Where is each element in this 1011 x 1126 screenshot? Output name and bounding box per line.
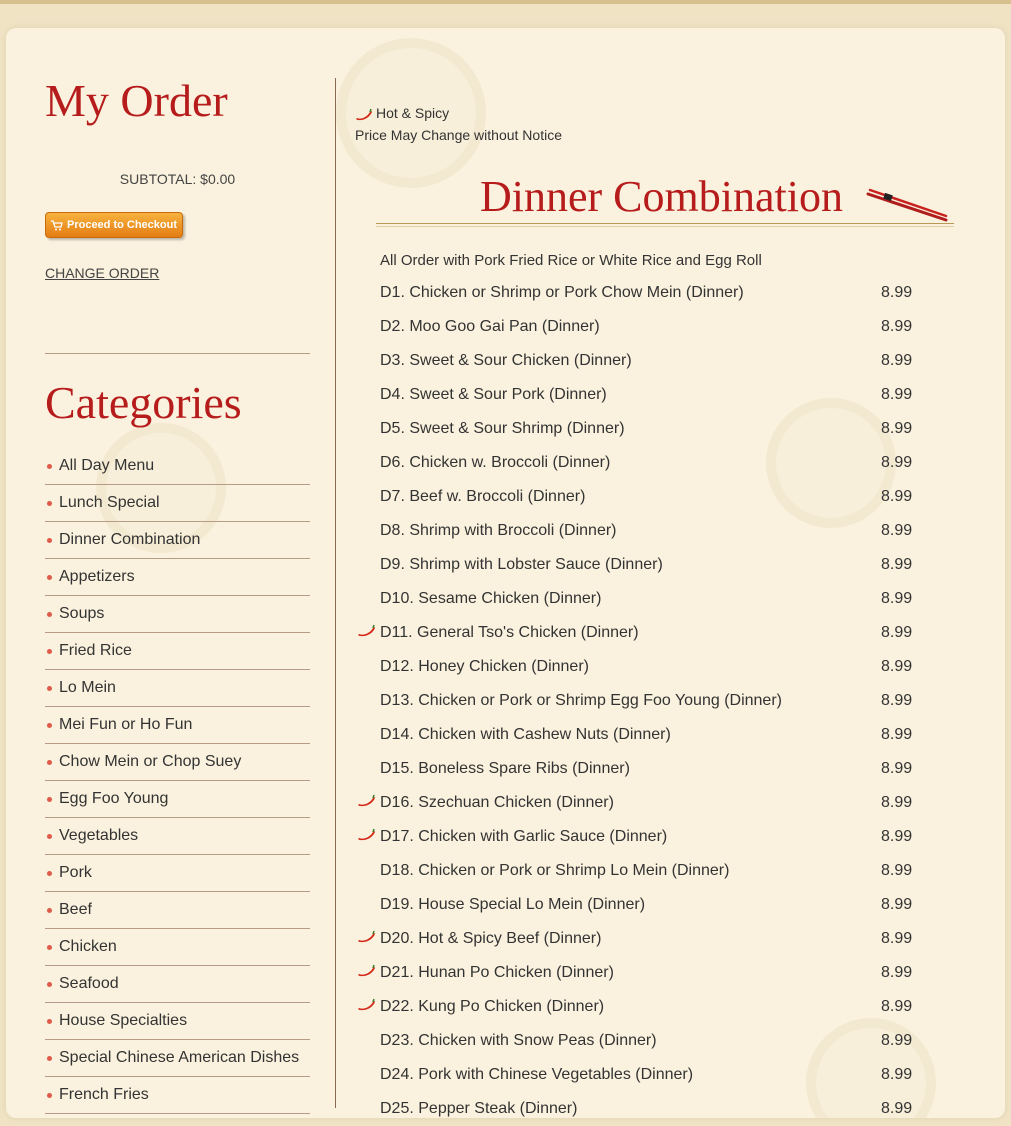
column-divider <box>335 78 336 1108</box>
bullet-icon <box>47 945 52 950</box>
category-item[interactable] <box>45 559 310 596</box>
title-underline <box>376 226 954 227</box>
category-label: Fried Rice <box>59 642 132 659</box>
menu-item-name: D9. Shrimp with Lobster Sauce (Dinner) <box>380 556 663 573</box>
menu-item-price: 8.99 <box>881 964 913 981</box>
top-band <box>0 0 1011 4</box>
bullet-icon <box>47 1056 52 1061</box>
menu-item-price: 8.99 <box>881 692 913 709</box>
category-item[interactable] <box>45 892 310 929</box>
menu-item-price: 8.99 <box>881 1066 913 1083</box>
menu-item-price: 8.99 <box>881 624 913 641</box>
category-label: Appetizers <box>59 568 135 585</box>
category-item[interactable] <box>45 707 310 744</box>
menu-item[interactable] <box>355 378 955 412</box>
chili-pepper-icon <box>357 963 377 979</box>
bullet-icon <box>47 982 52 987</box>
bullet-icon <box>47 538 52 543</box>
menu-item-price: 8.99 <box>881 862 913 879</box>
menu-item[interactable] <box>355 412 955 446</box>
category-label: Vegetables <box>59 827 139 844</box>
category-item[interactable] <box>45 1077 310 1114</box>
menu-item-name: D18. Chicken or Pork or Shrimp Lo Mein (Dinner) <box>380 862 730 879</box>
subtotal: SUBTOTAL: $0.00 <box>119 171 236 187</box>
category-label: Soups <box>59 605 105 622</box>
menu-item-price: 8.99 <box>881 318 913 335</box>
menu-item-name: D6. Chicken w. Broccoli (Dinner) <box>380 454 611 471</box>
category-label: Dinner Combination <box>59 531 201 548</box>
menu-item[interactable] <box>355 548 955 582</box>
menu-item-name: D3. Sweet & Sour Chicken (Dinner) <box>380 352 632 369</box>
title-underline <box>376 223 954 224</box>
menu-item[interactable] <box>355 276 955 310</box>
category-label: Pork <box>59 864 92 881</box>
bullet-icon <box>47 575 52 580</box>
category-item[interactable] <box>45 744 310 781</box>
chili-pepper-icon <box>357 623 377 639</box>
menu-item-price: 8.99 <box>881 522 913 539</box>
chili-pepper-icon <box>357 793 377 809</box>
menu-item[interactable] <box>355 446 955 480</box>
menu-item-name: D22. Kung Po Chicken (Dinner) <box>380 998 605 1015</box>
menu-item-name: D17. Chicken with Garlic Sauce (Dinner) <box>380 828 668 845</box>
menu-item-name: D14. Chicken with Cashew Nuts (Dinner) <box>380 726 671 743</box>
hot-spicy-label: Hot & Spicy <box>376 105 450 121</box>
divider <box>45 353 310 354</box>
menu-item-name: D16. Szechuan Chicken (Dinner) <box>380 794 614 811</box>
category-label: Lunch Special <box>59 494 160 511</box>
bullet-icon <box>47 723 52 728</box>
bullet-icon <box>47 686 52 691</box>
menu-item[interactable] <box>355 616 955 650</box>
bullet-icon <box>47 871 52 876</box>
menu-item-price: 8.99 <box>881 1100 913 1117</box>
category-label: Special Chinese American Dishes <box>59 1049 300 1066</box>
bullet-icon <box>47 834 52 839</box>
menu-item[interactable] <box>355 480 955 514</box>
menu-list <box>355 276 955 1126</box>
menu-item[interactable] <box>355 888 955 922</box>
category-label: House Specialties <box>59 1012 188 1029</box>
menu-item[interactable] <box>355 1092 955 1126</box>
category-label: Mei Fun or Ho Fun <box>59 716 193 733</box>
menu-item[interactable] <box>355 752 955 786</box>
category-item[interactable] <box>45 448 310 485</box>
bullet-icon <box>47 1019 52 1024</box>
bullet-icon <box>47 612 52 617</box>
categories-title: Categories <box>45 377 242 428</box>
menu-item-name: D19. House Special Lo Mein (Dinner) <box>380 896 646 913</box>
category-label: Chicken <box>59 938 117 955</box>
category-item[interactable] <box>45 596 310 633</box>
menu-item[interactable] <box>355 684 955 718</box>
menu-item-name: D24. Pork with Chinese Vegetables (Dinner) <box>380 1066 694 1083</box>
menu-item-name: D2. Moo Goo Gai Pan (Dinner) <box>380 318 600 335</box>
checkout-label: Proceed to Checkout <box>66 219 178 231</box>
category-item[interactable] <box>45 485 310 522</box>
category-item[interactable] <box>45 966 310 1003</box>
section-note: All Order with Pork Fried Rice or White Rice and Egg Roll <box>380 252 762 269</box>
category-item[interactable] <box>45 670 310 707</box>
category-item[interactable] <box>45 1040 310 1077</box>
menu-item-price: 8.99 <box>881 556 913 573</box>
menu-item-price: 8.99 <box>881 998 913 1015</box>
menu-item-price: 8.99 <box>881 1032 913 1049</box>
category-label: Beef <box>59 901 92 918</box>
menu-item[interactable] <box>355 922 955 956</box>
legend <box>355 102 562 146</box>
menu-item[interactable] <box>355 786 955 820</box>
menu-item-name: D7. Beef w. Broccoli (Dinner) <box>380 488 586 505</box>
menu-item-price: 8.99 <box>881 488 913 505</box>
menu-item[interactable] <box>355 1024 955 1058</box>
menu-item-price: 8.99 <box>881 794 913 811</box>
menu-item-name: D23. Chicken with Snow Peas (Dinner) <box>380 1032 657 1049</box>
category-label: Chow Mein or Chop Suey <box>59 753 242 770</box>
change-order-link[interactable]: CHANGE ORDER <box>45 265 160 281</box>
menu-item-name: D13. Chicken or Pork or Shrimp Egg Foo Young (Dinner) <box>380 692 782 709</box>
menu-item-price: 8.99 <box>881 658 913 675</box>
menu-item-name: D11. General Tso's Chicken (Dinner) <box>380 624 639 641</box>
menu-item-price: 8.99 <box>881 896 913 913</box>
bullet-icon <box>47 760 52 765</box>
menu-item-name: D21. Hunan Po Chicken (Dinner) <box>380 964 614 981</box>
bullet-icon <box>47 501 52 506</box>
chili-pepper-icon <box>357 827 377 843</box>
category-label: Egg Foo Young <box>59 790 169 807</box>
category-label: Seafood <box>59 975 119 992</box>
section-title: Dinner Combination <box>480 172 843 221</box>
menu-item[interactable] <box>355 718 955 752</box>
menu-item-name: D25. Pepper Steak (Dinner) <box>380 1100 578 1117</box>
bullet-icon <box>47 464 52 469</box>
category-item[interactable] <box>45 522 310 559</box>
menu-item[interactable] <box>355 820 955 854</box>
menu-item-price: 8.99 <box>881 420 913 437</box>
menu-item-price: 8.99 <box>881 454 913 471</box>
menu-item[interactable] <box>355 582 955 616</box>
menu-item[interactable] <box>355 990 955 1024</box>
menu-item-price: 8.99 <box>881 930 913 947</box>
chili-pepper-icon <box>355 106 373 120</box>
menu-item-price: 8.99 <box>881 284 913 301</box>
cart-icon <box>51 220 63 231</box>
bullet-icon <box>47 797 52 802</box>
menu-item-name: D12. Honey Chicken (Dinner) <box>380 658 589 675</box>
menu-item-name: D4. Sweet & Sour Pork (Dinner) <box>380 386 607 403</box>
menu-item-name: D20. Hot & Spicy Beef (Dinner) <box>380 930 602 947</box>
menu-item[interactable] <box>355 344 955 378</box>
category-item[interactable] <box>45 818 310 855</box>
category-label: Lo Mein <box>59 679 116 696</box>
my-order-title: My Order <box>45 75 228 126</box>
menu-item-price: 8.99 <box>881 726 913 743</box>
menu-item-price: 8.99 <box>881 352 913 369</box>
bullet-icon <box>47 1093 52 1098</box>
menu-item-name: D10. Sesame Chicken (Dinner) <box>380 590 602 607</box>
menu-item[interactable] <box>355 514 955 548</box>
menu-item-name: D15. Boneless Spare Ribs (Dinner) <box>380 760 630 777</box>
menu-item[interactable] <box>355 854 955 888</box>
menu-item-price: 8.99 <box>881 386 913 403</box>
chili-pepper-icon <box>357 929 377 945</box>
price-notice: Price May Change without Notice <box>355 127 562 143</box>
category-label: French Fries <box>59 1086 149 1103</box>
menu-item-name: D8. Shrimp with Broccoli (Dinner) <box>380 522 617 539</box>
category-item[interactable] <box>45 855 310 892</box>
menu-item[interactable] <box>355 956 955 990</box>
menu-item-name: D1. Chicken or Shrimp or Pork Chow Mein (Dinner) <box>380 284 744 301</box>
chili-pepper-icon <box>357 997 377 1013</box>
menu-item-price: 8.99 <box>881 828 913 845</box>
menu-item-name: D5. Sweet & Sour Shrimp (Dinner) <box>380 420 625 437</box>
menu-item[interactable] <box>355 650 955 684</box>
category-item[interactable] <box>45 781 310 818</box>
menu-item-price: 8.99 <box>881 760 913 777</box>
menu-item[interactable] <box>355 310 955 344</box>
menu-item-price: 8.99 <box>881 590 913 607</box>
category-list <box>45 448 310 1114</box>
bullet-icon <box>47 908 52 913</box>
menu-item[interactable] <box>355 1058 955 1092</box>
bullet-icon <box>47 649 52 654</box>
proceed-to-checkout-button[interactable] <box>45 212 183 238</box>
category-item[interactable] <box>45 1003 310 1040</box>
category-item[interactable] <box>45 929 310 966</box>
category-label: All Day Menu <box>59 457 155 474</box>
category-item[interactable] <box>45 633 310 670</box>
